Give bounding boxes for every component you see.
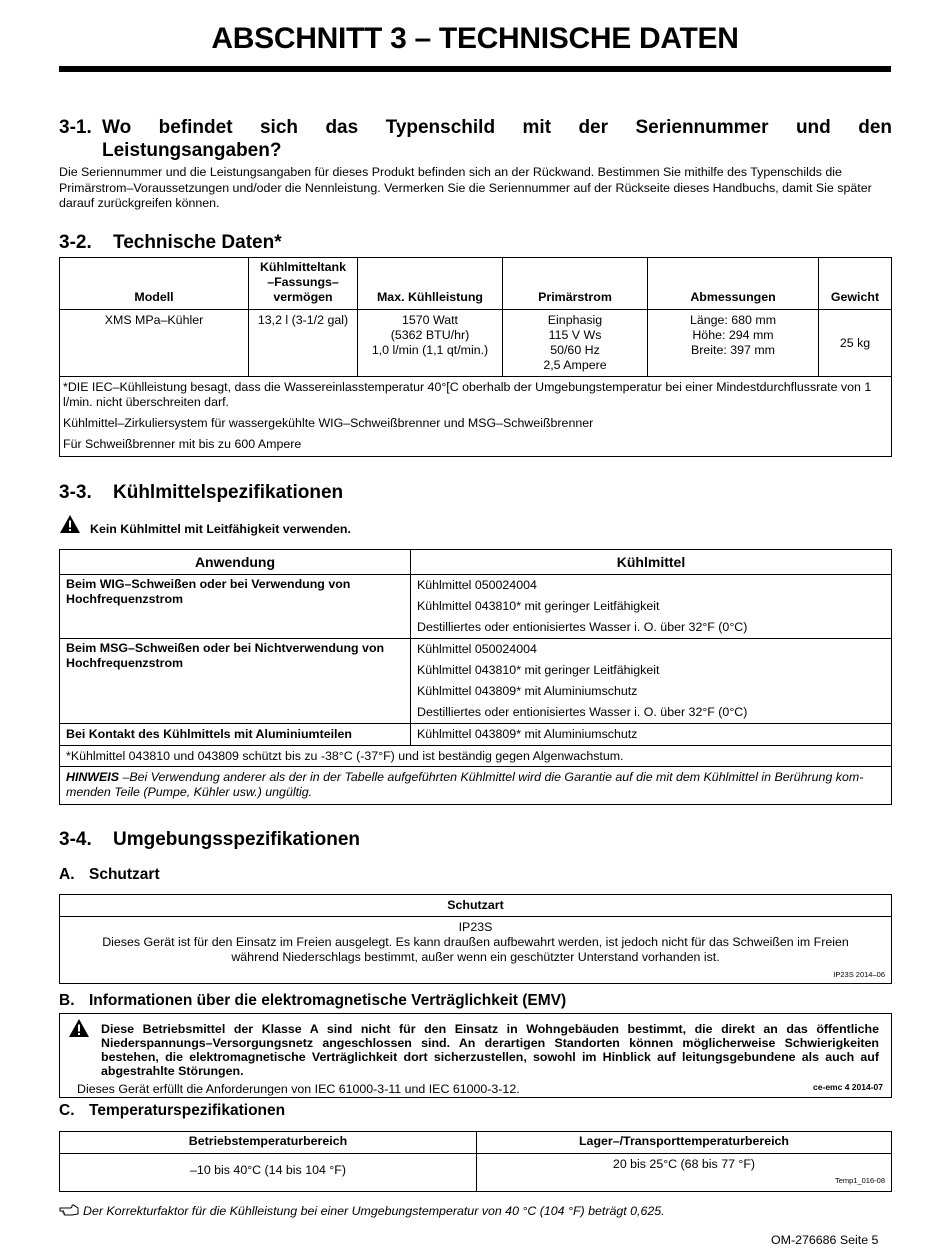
header-line: Kühlmitteltank	[259, 260, 347, 274]
paragraph-line: Die Seriennummer und die Leistungsangaben für dieses Produkt befinden sich an der Rückwand. Bestimmen Sie mithilfe des Typenschilds die	[59, 165, 842, 179]
subsection-a-letter: A.	[59, 866, 75, 883]
table-row	[60, 724, 892, 746]
note-circulation: Kühlmittel–Zirkuliersystem für wassergekühlte WIG–Schweißbrenner und MSG–Schweißbrenner	[63, 416, 594, 430]
section-3-2-heading: Technische Daten*	[113, 232, 282, 253]
cell-primary	[503, 310, 648, 377]
header-tank	[249, 258, 358, 310]
footnote-row	[60, 746, 892, 767]
warning-line: Niederspannungs–Versorgungsnetz angeschlossen sind. An derartigen Standorten können möglicherweise Schwierigkeiten	[101, 1036, 879, 1050]
cell-coolants	[411, 639, 892, 724]
heading-word: den	[858, 117, 892, 138]
protection-code: IP23S 2014–06	[833, 970, 885, 979]
table-header-row	[60, 258, 892, 310]
header-model: Modell	[60, 258, 249, 310]
section-3-1-heading	[102, 117, 892, 139]
header-operating: Betriebstemperaturbereich	[188, 1134, 348, 1148]
coolant-item: Kühlmittel 043809* mit Aluminiumschutz	[417, 727, 638, 741]
note-iec: *DIE IEC–Kühlleistung besagt, dass die Wassereinlasstemperatur 40°[C oberhalb der Umgebungstemperatur bei einer Mindestdurchflussrate von 1 l/min. nicht überschreiten darf.	[63, 380, 872, 409]
heading-word: und	[795, 117, 831, 138]
cell-line: 1570 Watt	[401, 313, 459, 327]
section-3-1-heading-line2: Leistungsangaben?	[102, 140, 282, 161]
section-3-3-number: 3-3.	[59, 482, 92, 503]
header-cooling: Max. Kühlleistung	[358, 258, 503, 310]
coolant-item: Destilliertes oder entionisiertes Wasser i. O. über 32°F (0°C)	[417, 705, 748, 719]
heading-word: sich	[259, 117, 298, 138]
table-header-row	[60, 550, 892, 575]
temperature-code: Temp1_016-08	[834, 1176, 885, 1185]
note-amperage: Für Schweißbrenner mit bis zu 600 Ampere	[63, 437, 302, 451]
section-3-1-number: 3-1.	[59, 117, 92, 138]
page-label: OM-276686 Seite 5	[771, 1233, 879, 1247]
cell-line: (5362 BTU/hr)	[390, 328, 470, 342]
section-3-2-number: 3-2.	[59, 232, 92, 253]
storage-value: 20 bis 25°C (68 bis 77 °F)	[612, 1157, 756, 1171]
cell-line: 2,5 Ampere	[543, 358, 607, 372]
emc-warning	[101, 1022, 879, 1078]
pointing-hand-icon	[59, 1203, 79, 1216]
page-title: ABSCHNITT 3 – TECHNISCHE DATEN	[211, 22, 739, 55]
table-row	[60, 310, 892, 377]
subsection-a-heading: Schutzart	[89, 866, 160, 883]
subsection-b-letter: B.	[59, 992, 75, 1009]
subsection-c-letter: C.	[59, 1102, 75, 1119]
cell-line: 115 V Ws	[548, 328, 602, 342]
hinweis-label: HINWEIS	[66, 770, 120, 784]
technical-data-table	[59, 257, 892, 457]
coolant-table	[59, 549, 892, 805]
paragraph-line: darauf zurückgreifen können.	[59, 196, 220, 210]
coolant-item: Kühlmittel 043809* mit Aluminiumschutz	[417, 684, 638, 698]
heading-word: mit	[522, 117, 552, 138]
protection-text	[60, 935, 891, 965]
warning-line: abgestrahlte Störungen.	[101, 1064, 244, 1078]
section-3-1-paragraph	[59, 165, 894, 212]
heading-word: Seriennummer	[635, 117, 769, 138]
coolant-item: Kühlmittel 050024004	[417, 642, 537, 656]
heading-word: der	[578, 117, 609, 138]
header-weight: Gewicht	[819, 258, 892, 310]
header-line: vermögen	[273, 290, 333, 304]
subsection-c-heading: Temperaturspezifikationen	[89, 1102, 286, 1119]
warning-icon	[59, 514, 81, 534]
header-line: –Fassungs–	[267, 275, 339, 289]
emc-box	[59, 1013, 892, 1098]
cell-line: Breite: 397 mm	[690, 343, 775, 357]
cell-line: 50/60 Hz	[550, 343, 600, 357]
paragraph-line: Primärstrom–Voraussetzungen und/oder die Nennleistung. Vermerken Sie die Seriennummer auf der Rückseite dieses Handbuchs, damit Sie später	[59, 180, 872, 195]
warning-icon	[68, 1018, 90, 1038]
protection-box-title: Schutzart	[60, 895, 891, 917]
emc-compliance: Dieses Gerät erfüllt die Anforderungen von IEC 61000-3-11 und IEC 61000-3-12.	[77, 1082, 520, 1096]
cell-weight: 25 kg	[819, 310, 892, 377]
notes-row	[60, 377, 892, 457]
cell-tank: 13,2 l (3-1/2 gal)	[249, 310, 358, 377]
coolant-warning-text: Kein Kühlmittel mit Leitfähigkeit verwenden.	[90, 522, 351, 536]
cell-application: Beim WIG–Schweißen oder bei Verwendung von Hochfrequenzstrom	[60, 575, 411, 639]
warning-line: bestehen, die elektromagnetische Verträglichkeit dort sicherzustellen, sowohl im Hinblick auf leitungsgebundene als auch auf	[101, 1050, 879, 1064]
warning-line: Diese Betriebsmittel der Klasse A sind nicht für den Einsatz in Wohngebäuden bestimmt, die direkt an das öffentliche	[101, 1022, 879, 1036]
text-line: Dieses Gerät ist für den Einsatz im Freien ausgelegt. Es kann draußen aufbewahrt werden, ist jedoch nicht für das Schweißen im Freien	[102, 935, 849, 949]
section-3-3-heading: Kühlmittelspezifikationen	[113, 482, 344, 503]
header-application: Anwendung	[60, 550, 411, 575]
cell-line: Länge: 680 mm	[689, 313, 777, 327]
section-3-4-number: 3-4.	[59, 829, 92, 850]
cell-line: 1,0 l/min (1,1 qt/min.)	[371, 343, 489, 357]
text-line: während Niederschlags bestimmt, außer wenn ein geschützter Unterstand vorhanden ist.	[231, 950, 720, 964]
heading-word: das	[325, 117, 359, 138]
hinweis-text: –Bei Verwendung anderer als der in der Tabelle aufgeführten Kühlmittel wird die Garantie auf die mit dem Kühlmittel in Berührung kom- menden Teile (Pumpe, Kühler usw.) ungültig.	[66, 770, 864, 799]
table-row	[60, 639, 892, 724]
cell-coolants	[411, 724, 892, 746]
header-divider	[60, 1153, 891, 1154]
section-3-4-heading: Umgebungsspezifikationen	[113, 829, 361, 850]
hinweis-row	[60, 767, 892, 805]
heading-word: Wo	[102, 117, 132, 138]
protection-box	[59, 894, 892, 984]
cell-line: Höhe: 294 mm	[692, 328, 774, 342]
emc-code: ce-emc 4 2014-07	[813, 1082, 883, 1092]
subsection-b-heading: Informationen über die elektromagnetische Verträglichkeit (EMV)	[89, 992, 567, 1009]
cell-coolants	[411, 575, 892, 639]
hinweis-cell	[60, 767, 892, 805]
notes-cell	[60, 377, 892, 457]
header-primary: Primärstrom	[503, 258, 648, 310]
cell-cooling	[358, 310, 503, 377]
coolant-item: Kühlmittel 043810* mit geringer Leitfähigkeit	[417, 599, 660, 613]
cell-line: Einphasig	[547, 313, 603, 327]
cell-application: Beim MSG–Schweißen oder bei Nichtverwendung von Hochfrequenzstrom	[60, 639, 411, 724]
cell-model: XMS MPa–Kühler	[60, 310, 249, 377]
table-row	[60, 575, 892, 639]
coolant-item: Kühlmittel 043810* mit geringer Leitfähigkeit	[417, 663, 660, 677]
temperature-box	[59, 1131, 892, 1192]
coolant-item: Kühlmittel 050024004	[417, 578, 537, 592]
header-storage: Lager–/Transporttemperaturbereich	[578, 1134, 790, 1148]
operating-value: –10 bis 40°C (14 bis 104 °F)	[190, 1163, 346, 1177]
heading-word: befindet	[158, 117, 233, 138]
coolant-item: Destilliertes oder entionisiertes Wasser i. O. über 32°F (0°C)	[417, 620, 748, 634]
cell-application: Bei Kontakt des Kühlmittels mit Aluminiumteilen	[60, 724, 411, 746]
title-rule	[59, 66, 891, 72]
header-coolant: Kühlmittel	[411, 550, 892, 575]
coolant-footnote: *Kühlmittel 043810 und 043809 schützt bis zu -38°C (-37°F) und ist beständig gegen Algenwachstum.	[60, 746, 892, 767]
header-dims: Abmessungen	[648, 258, 819, 310]
protection-rating: IP23S	[458, 920, 493, 934]
cell-dims	[648, 310, 819, 377]
footer-note: Der Korrekturfaktor für die Kühlleistung bei einer Umgebungstemperatur von 40 °C (104 °F) beträgt 0,625.	[83, 1204, 665, 1218]
heading-word: Typenschild	[385, 117, 496, 138]
